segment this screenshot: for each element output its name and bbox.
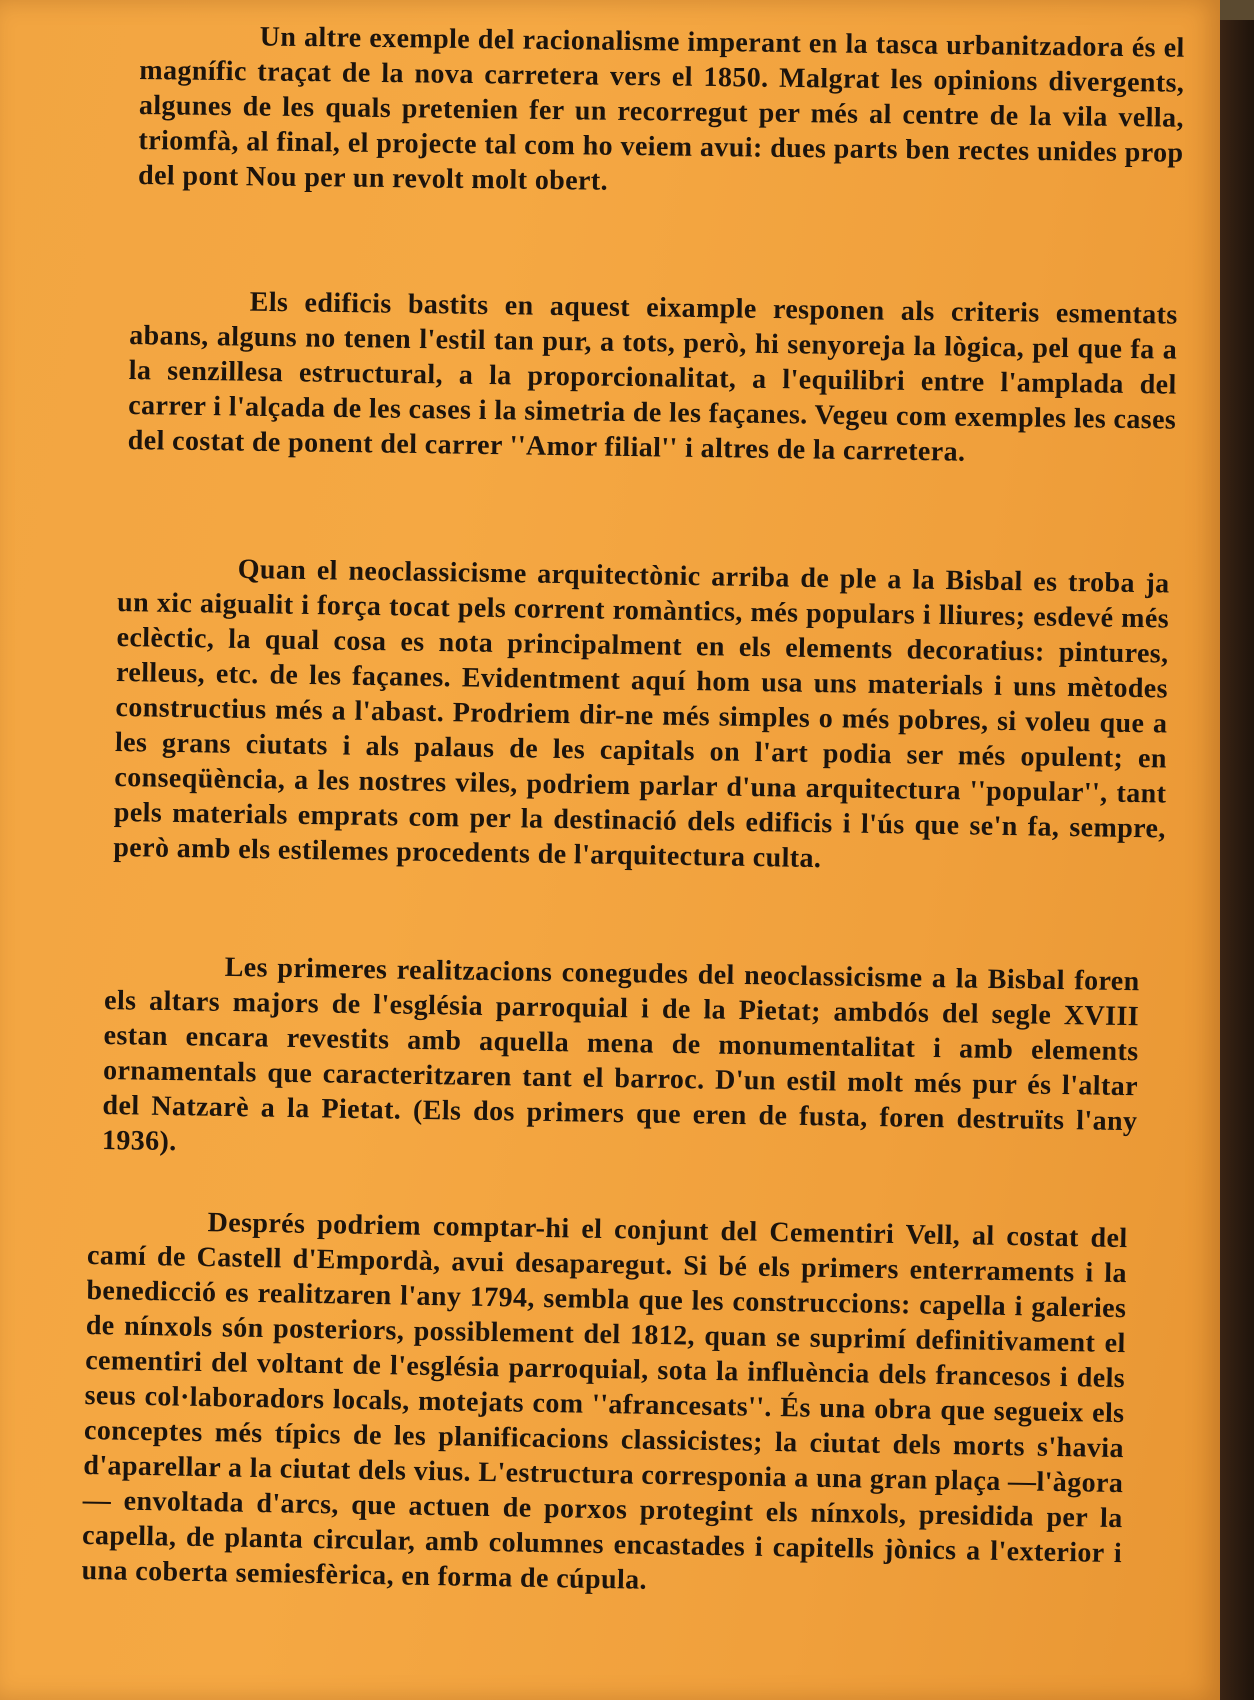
paragraph-1 — [138, 18, 1185, 206]
paragraph-5 — [81, 1203, 1128, 1606]
paragraph-3-text: Quan el neoclassicisme arquitectònic arriba de ple a la Bisbal es troba ja un xic aigualit i força tocat pels corrent romàntics, més populars i lliures; esdevé més eclèctic, la qual cosa es nota principalment en els elements decoratius: pintures, relleus, etc. de les façanes. Evidentment aquí hom usa uns materials i uns mètodes constructius més a l'abast. Prodriem dir-ne més simples o més pobres, si voleu que a les grans ciutats i als palaus de les capitals on l'art podia ser més opulent; en conseqüència, a les nostres viles, podriem parlar d'una arquitectura ''popular'', tant pels materials emprats com per la destinació dels edificis i l'ús que se'n fa, sempre, però amb els estilemes procedents de l'arquitectura culta. — [113, 553, 1170, 875]
paragraph-3 — [113, 550, 1170, 881]
paragraph-1-text: Un altre exemple del racionalisme imperant en la tasca urbanitzadora és el magnífic traçat de la nova carretera vers el 1850. Malgrat les opinions divergents, algunes de les quals pretenien fer un recorregut per més al centre de la vila vella, triomfà, al final, el projecte tal com ho veiem avui: dues parts ben rectes unides prop del pont Nou per un revolt molt obert. — [137, 21, 1185, 197]
paragraph-5-text: Després podriem comptar-hi el conjunt del Cementiri Vell, al costat del camí de Castell d'Empordà, avui desaparegut. Si bé els primers enterraments i la benedicció es realitzaren l'any 1794, sembla que les construccions: capella i galeries de nínxols són posteriors, possiblement del 1812, quan se suprimí definitivament el cementiri del voltant de l'església parroquial, sota la influència dels francesos i dels seus col·laboradors locals, motejats com ''afrancesats''. És una obra que segueix els conceptes més típics de les planificacions classicistes; la ciutat dels morts s'havia d'aparellar a la ciutat dels vius. L'estructura corresponia a una gran plaça —l'àgora— envoltada d'arcs, que actuen de porxos protegint els nínxols, presidida per la capella, de planta circular, amb columnes encastades i capitells jònics a l'exterior i una coberta semiesfèrica, en forma de cúpula. — [81, 1207, 1128, 1596]
page-corner-shadow — [1220, 0, 1254, 20]
paragraph-4-text: Les primeres realitzacions conegudes del neoclassicisme a la Bisbal foren els altars majors de l'església parroquial i de la Pietat; ambdós del segle XVIII estan encara revestits amb aquella mena de monumentalitat i amb elements ornamentals que caracteritzaren tant el barroc. D'un estil molt més pur és l'altar del Natzarè a la Pietat. (Els dos primers que eren de fusta, foren destruïts l'any 1936). — [101, 951, 1140, 1158]
page-edge-shadow — [1220, 20, 1254, 1700]
paragraph-2-text: Els edificis bastits en aquest eixample responen als criteris esmentats abans, alguns no tenen l'estil tan pur, a tots, però, hi senyoreja la lògica, pel que fa a la senzillesa estructural, a la proporcionalitat, a l'equilibri entre l'amplada del carrer i l'alçada de les cases i la simetria de les façanes. Vegeu com exemples les cases del costat de ponent del carrer ''Amor filial'' i altres de la carretera. — [127, 286, 1178, 468]
paragraph-4 — [102, 948, 1140, 1174]
paragraph-2 — [128, 283, 1178, 473]
